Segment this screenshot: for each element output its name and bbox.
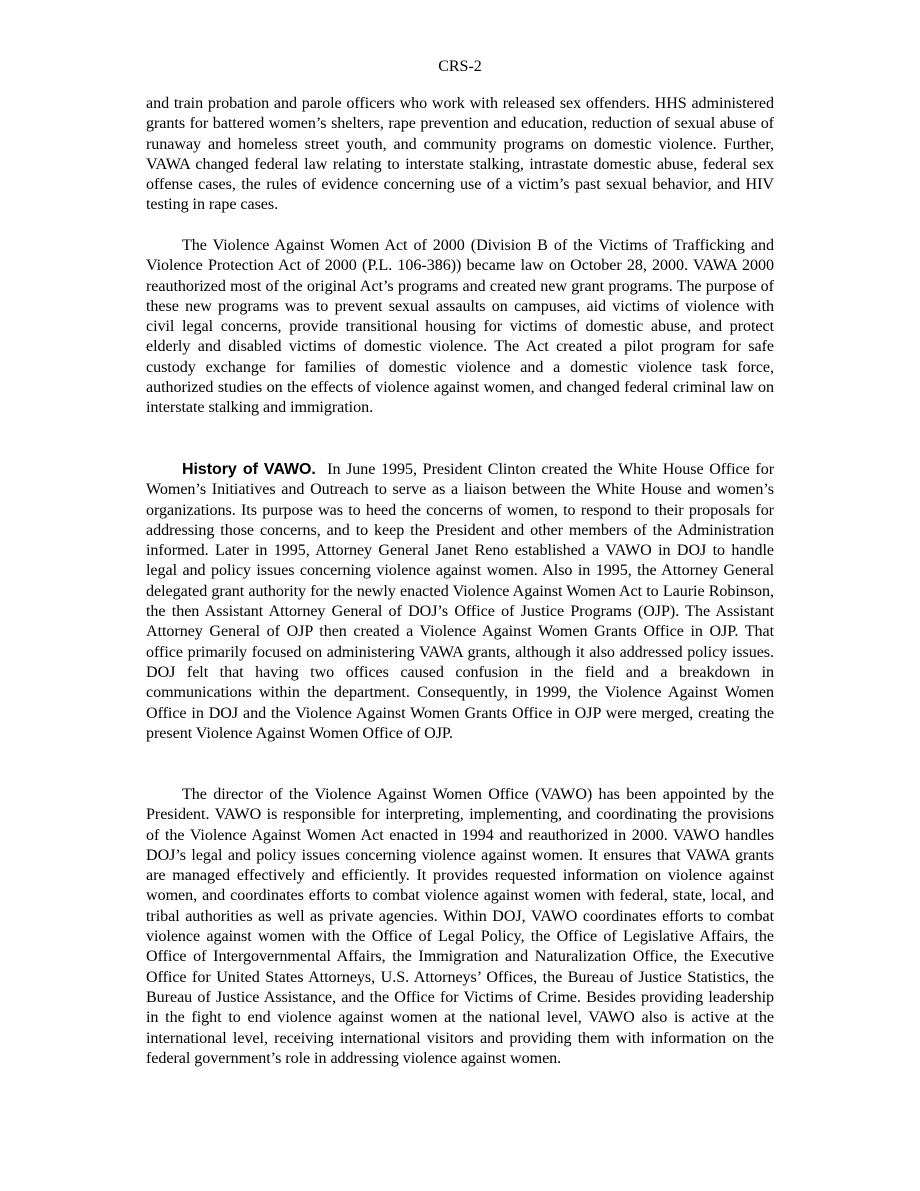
paragraph-vawo-director: The director of the Violence Against Women Office (VAWO) has been appointed by the President. VAWO is responsible for interpreting, implementing, and coordinating the provisions of the Violence Against Women Act enacted in 1994 and reauthorized in 2000. VAWO handles DOJ’s legal and policy issues concerning violence against women. It ensures that VAWA grants are managed effectively and efficiently. It provides requested information on violence against women, and coordinates efforts to combat violence against women with federal, state, local, and tribal authorities as well as private agencies. Within DOJ, VAWO coordinates efforts to combat violence against women with the Office of Legal Policy, the Office of Legislative Affairs, the Office of Intergovernmental Affairs, the Immigration and Naturalization Office, the Executive Office for United States Attorneys, U.S. Attorneys’ Offices, the Bureau of Justice Statistics, the Bureau of Justice Assistance, and the Office for Victims of Crime. Besides providing leadership in the fight to end violence against women at the national level, VAWO also is active at the international level, receiving international visitors and providing them with information on the federal government’s role in addressing violence against women. (146, 786, 774, 1067)
paragraph-history-of-vawo (146, 460, 774, 744)
page-header: CRS-2 (438, 58, 482, 75)
history-of-vawo-text: In June 1995, President Clinton created the White House Office for Women’s Initiatives and Outreach to serve as a liaison between the White House and women’s organizations. Its purpose was to heed the concerns of women, to respond to their proposals for addressing those concerns, and to keep the President and other members of the Administration informed. Later in 1995, Attorney General Janet Reno established a VAWO in DOJ to handle legal and policy issues concerning violence against women. Also in 1995, the Attorney General delegated grant authority for the newly enacted Violence Against Women Act to Laurie Robinson, the then Assistant Attorney General of DOJ’s Office of Justice Programs (OJP). The Assistant Attorney General of OJP then created a Violence Against Women Grants Office in OJP. That office primarily focused on administering VAWA grants, although it also addressed policy issues. DOJ felt that having two offices caused confusion in the field and a breakdown in communications within the department. Consequently, in 1999, the Violence Against Women Office in DOJ and the Violence Against Women Grants Office in OJP were merged, creating the present Violence Against Women Office of OJP. (146, 461, 775, 742)
section-heading-history-of-vawo: History of VAWO. (182, 461, 316, 478)
paragraph-vawa-2000: The Violence Against Women Act of 2000 (Division B of the Victims of Trafficking and Violence Protection Act of 2000 (P.L. 106-386)) became law on October 28, 2000. VAWA 2000 reauthorized most of the original Act’s programs and created new grant programs. The purpose of these new programs was to prevent sexual assaults on campuses, aid victims of violence with civil legal concerns, provide transitional housing for victims of domestic abuse, and protect elderly and disabled victims of domestic violence. The Act created a pilot program for safe custody exchange for families of domestic violence and a domestic violence task force, authorized studies on the effects of violence against women, and changed federal criminal law on interstate stalking and immigration. (146, 237, 774, 417)
paragraph-vawa-1994-programs: and train probation and parole officers who work with released sex offenders. HHS administered grants for battered women’s shelters, rape prevention and education, reduction of sexual abuse of runaway and homeless street youth, and community programs on domestic violence. Further, VAWA changed federal law relating to interstate stalking, intrastate domestic abuse, federal sex offense cases, the rules of evidence concerning use of a victim’s past sexual behavior, and HIV testing in rape cases. (146, 95, 774, 214)
